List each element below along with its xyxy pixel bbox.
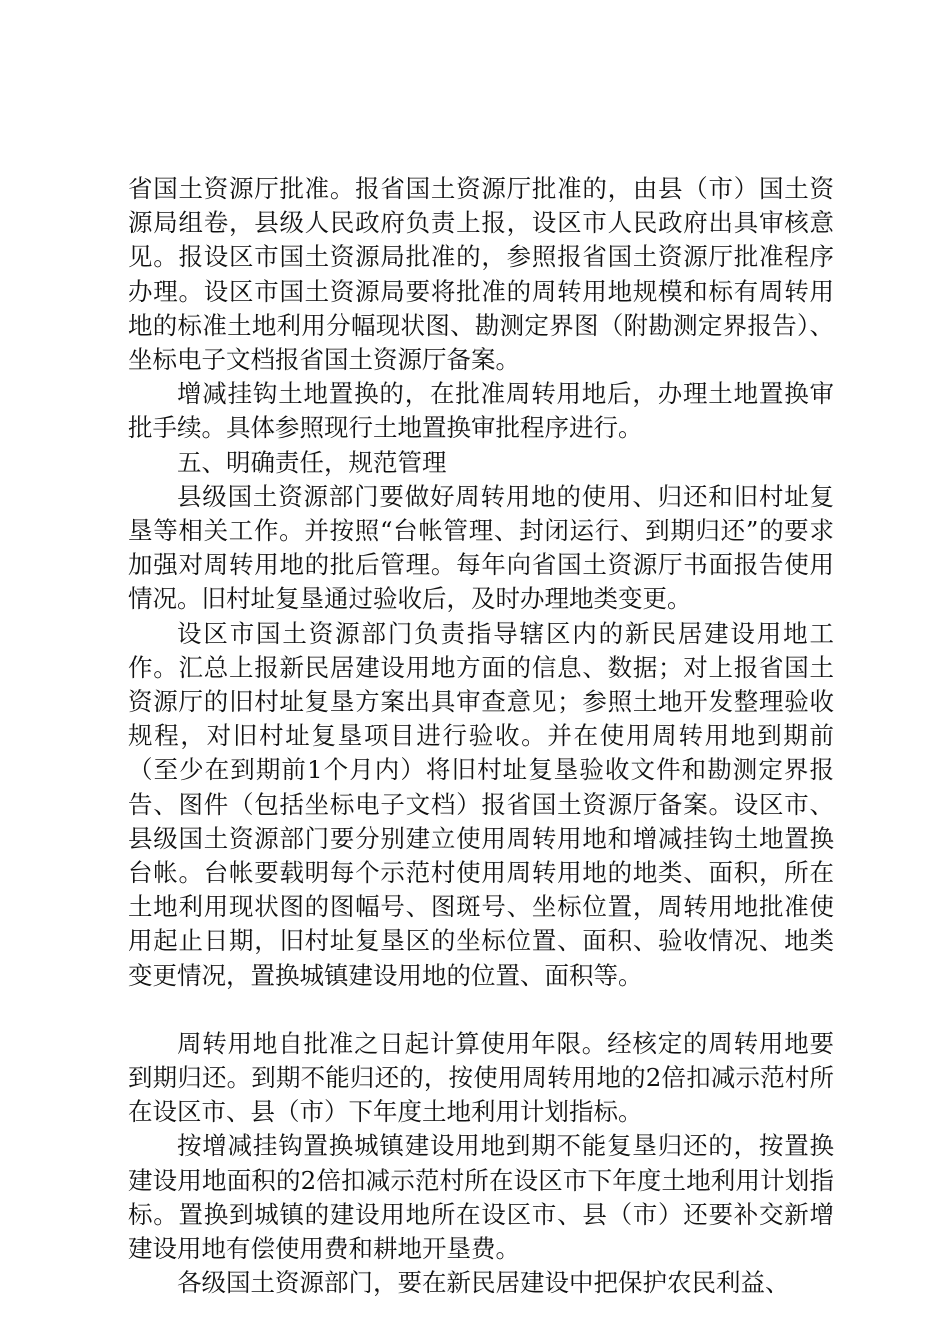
paragraph-farmer-interests: 各级国土资源部门，要在新民居建设中把保护农民利益、 xyxy=(177,1268,790,1298)
section-heading-5: 五、明确责任，规范管理 xyxy=(177,447,447,477)
document-body xyxy=(128,172,834,1301)
paragraph-county-responsibility: 县级国土资源部门要做好周转用地的使用、归还和旧村址复垦等相关工作。并按照“台帐管理、封闭运行、到期归还”的要求加强对周转用地的批后管理。每年向省国土资源厅书面报告使用情况。旧村址复垦通过验收后，及时办理地类变更。 xyxy=(128,481,834,614)
paragraph-land-replacement: 增减挂钩土地置换的，在批准周转用地后，办理土地置换审批手续。具体参照现行土地置换审批程序进行。 xyxy=(128,379,834,443)
paragraph-city-responsibility: 设区市国土资源部门负责指导辖区内的新民居建设用地工作。汇总上报新民居建设用地方面的信息、数据；对上报省国土资源厅的旧村址复垦方案出具审查意见；参照土地开发整理验收规程，对旧村址复垦项目进行验收。并在使用周转用地到期前（至少在到期前1个月内）将旧村址复垦验收文件和勘测定界报告、图件（包括坐标电子文档）报省国土资源厅备案。设区市、县级国土资源部门要分别建立使用周转用地和增减挂钩土地置换台帐。台帐要载明每个示范村使用周转用地的地类、面积，所在土地利用现状图的图幅号、图斑号、坐标位置，周转用地批准使用起止日期，旧村址复垦区的坐标位置、面积、验收情况、地类变更情况，置换城镇建设用地的位置、面积等。 xyxy=(128,618,834,990)
paragraph-replacement-penalty: 按增减挂钩置换城镇建设用地到期不能复垦归还的，按置换建设用地面积的2倍扣减示范村所在设区市下年度土地利用计划指标。置换到城镇的建设用地所在设区市、县（市）还要补交新增建设用地有偿使用费和耕地开垦费。 xyxy=(128,1131,834,1264)
paragraph-usage-term: 周转用地自批准之日起计算使用年限。经核定的周转用地要到期归还。到期不能归还的，按使用周转用地的2倍扣减示范村所在设区市、县（市）下年度土地利用计划指标。 xyxy=(128,1028,834,1127)
paragraph-approval-procedure: 省国土资源厅批准。报省国土资源厅批准的，由县（市）国土资源局组卷，县级人民政府负责上报，设区市人民政府出具审核意见。报设区市国土资源局批准的，参照报省国土资源厅批准程序办理。设区市国土资源局要将批准的周转用地规模和标有周转用地的标准土地利用分幅现状图、勘测定界图（附勘测定界报告）、坐标电子文档报省国土资源厅备案。 xyxy=(128,174,834,375)
paragraph-gap xyxy=(128,993,834,1027)
